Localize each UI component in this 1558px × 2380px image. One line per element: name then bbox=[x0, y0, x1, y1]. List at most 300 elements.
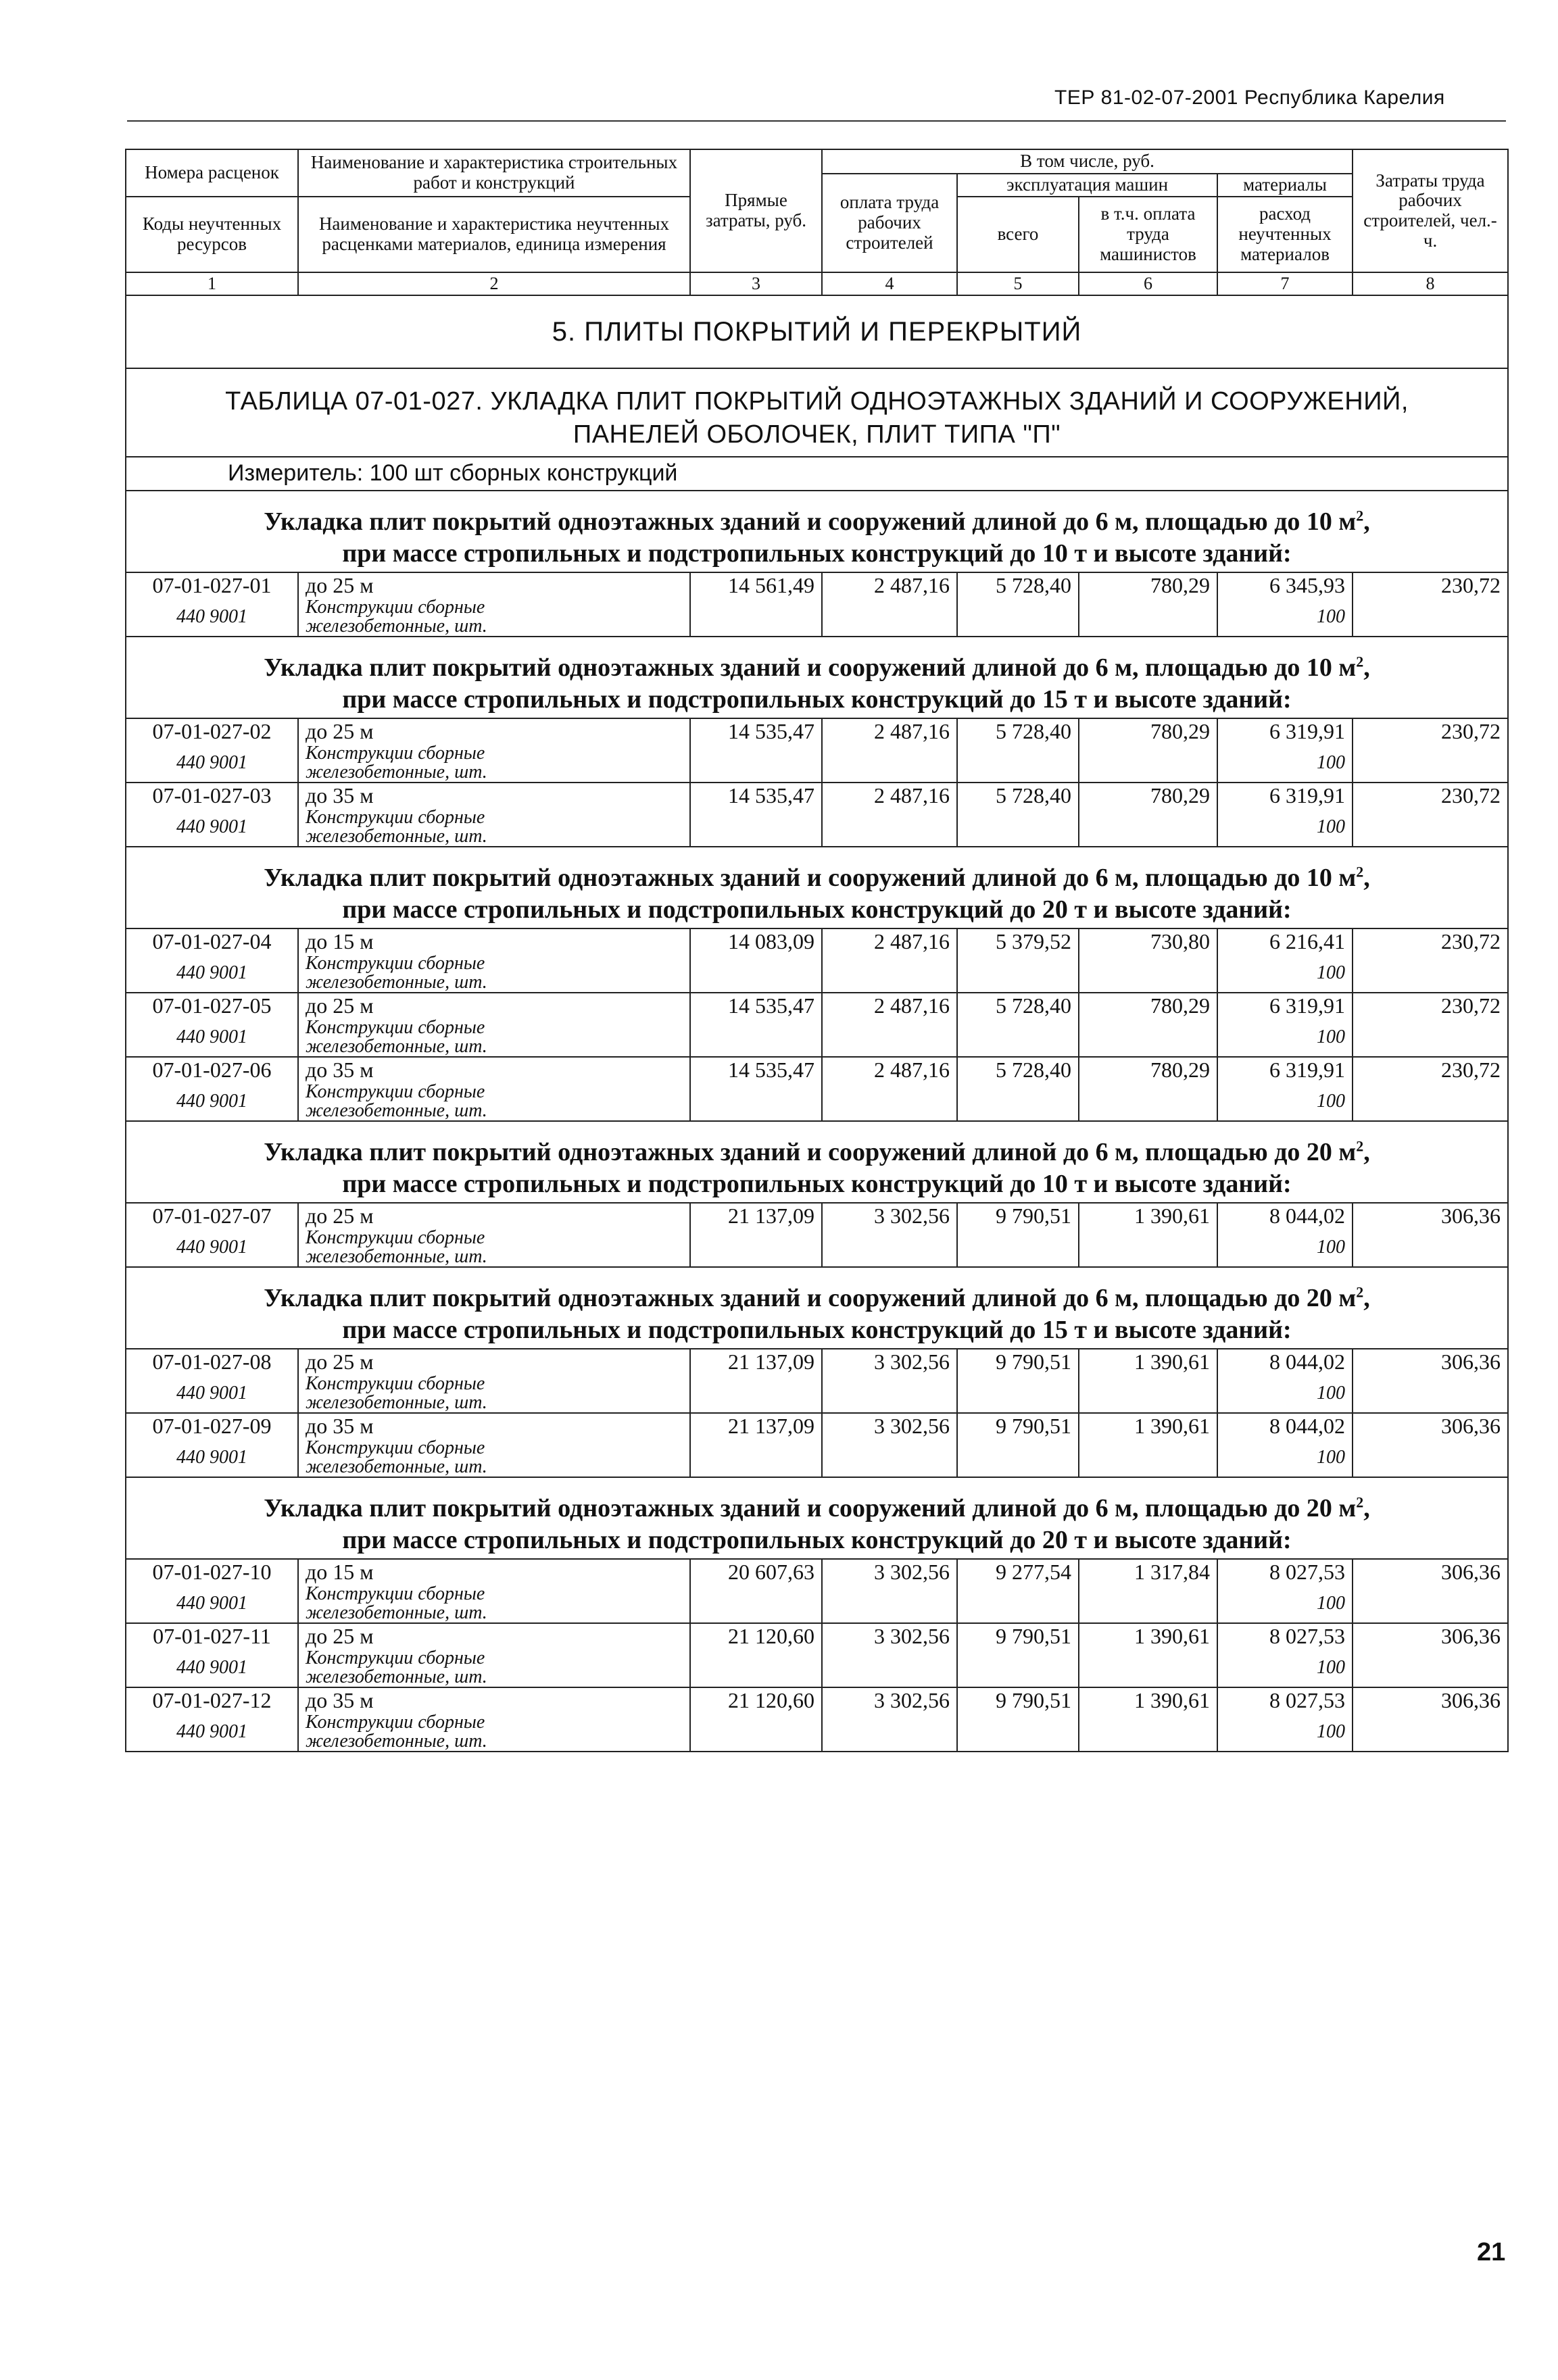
empty-cell bbox=[1353, 1018, 1508, 1057]
group-title-row bbox=[126, 1121, 1508, 1203]
col-number: 7 bbox=[1217, 272, 1353, 295]
labor-pay: 3 302,56 bbox=[822, 1413, 957, 1439]
empty-cell bbox=[822, 1018, 957, 1057]
resource-code: 440 9001 bbox=[126, 1649, 298, 1687]
resource-name bbox=[298, 1018, 690, 1057]
empty-cell bbox=[690, 1018, 822, 1057]
machines-operators: 1 390,61 bbox=[1079, 1203, 1217, 1229]
page-number: 21 bbox=[1477, 2238, 1506, 2266]
group-title bbox=[126, 637, 1508, 718]
labor-pay: 2 487,16 bbox=[822, 928, 957, 954]
resource-name-line2: железобетонные, шт. bbox=[306, 761, 487, 783]
header-materials: материалы bbox=[1217, 174, 1353, 197]
direct-costs: 14 535,47 bbox=[690, 1057, 822, 1083]
rate-row bbox=[126, 1413, 1508, 1439]
machines-total: 5 379,52 bbox=[957, 928, 1079, 954]
rate-code: 07-01-027-07 bbox=[126, 1203, 298, 1229]
resource-qty: 100 bbox=[1217, 598, 1353, 637]
resource-qty: 100 bbox=[1217, 1018, 1353, 1057]
rate-code: 07-01-027-06 bbox=[126, 1057, 298, 1083]
resource-name-line2: железобетонные, шт. bbox=[306, 1245, 487, 1267]
empty-cell bbox=[822, 1585, 957, 1623]
resource-name-line1: Конструкции сборные bbox=[306, 1583, 485, 1604]
labor-hours: 306,36 bbox=[1353, 1623, 1508, 1649]
resource-name bbox=[298, 1585, 690, 1623]
direct-costs: 21 137,09 bbox=[690, 1413, 822, 1439]
group-title-comma: , bbox=[1363, 653, 1370, 682]
resource-code: 440 9001 bbox=[126, 1374, 298, 1413]
machines-total: 5 728,40 bbox=[957, 572, 1079, 598]
resource-name bbox=[298, 1226, 690, 1267]
col-number: 8 bbox=[1353, 272, 1508, 295]
empty-cell bbox=[822, 954, 957, 993]
resource-name-line2: железобетонные, шт. bbox=[306, 615, 487, 637]
resource-name-line2: железобетонные, шт. bbox=[306, 1602, 487, 1623]
empty-cell bbox=[1079, 1585, 1217, 1623]
resource-code: 440 9001 bbox=[126, 1439, 298, 1477]
machines-operators: 1 317,84 bbox=[1079, 1559, 1217, 1585]
group-title-row bbox=[126, 637, 1508, 718]
empty-cell bbox=[690, 1083, 822, 1121]
resource-row bbox=[126, 1018, 1508, 1057]
group-title-line1 bbox=[132, 1493, 1502, 1525]
group-title-comma: , bbox=[1363, 507, 1370, 536]
group-title-comma: , bbox=[1363, 1137, 1370, 1166]
group-title-line2: при массе стропильных и подстропильных конструкций до 10 т и высоте зданий: bbox=[342, 1170, 1292, 1199]
running-header: ТЕР 81-02-07-2001 Республика Карелия bbox=[1054, 86, 1445, 109]
empty-cell bbox=[1079, 1439, 1217, 1477]
empty-cell bbox=[822, 744, 957, 783]
machines-operators: 780,29 bbox=[1079, 572, 1217, 598]
rate-row bbox=[126, 928, 1508, 954]
resource-qty: 100 bbox=[1217, 1374, 1353, 1413]
empty-cell bbox=[957, 1229, 1079, 1267]
group-title-text: Укладка плит покрытий одноэтажных зданий и сооружений длиной до 6 м, площадью до 20 м bbox=[264, 1283, 1357, 1312]
rate-code: 07-01-027-12 bbox=[126, 1687, 298, 1713]
materials: 8 044,02 bbox=[1217, 1203, 1353, 1229]
direct-costs: 21 137,09 bbox=[690, 1203, 822, 1229]
group-title bbox=[126, 1267, 1508, 1349]
empty-cell bbox=[690, 808, 822, 847]
resource-name-line1: Конструкции сборные bbox=[306, 1016, 485, 1038]
resource-name bbox=[298, 1374, 690, 1413]
labor-hours: 306,36 bbox=[1353, 1559, 1508, 1585]
machines-operators: 1 390,61 bbox=[1079, 1349, 1217, 1374]
machines-total: 5 728,40 bbox=[957, 993, 1079, 1018]
empty-cell bbox=[690, 1374, 822, 1413]
group-title-text: Укладка плит покрытий одноэтажных зданий и сооружений длиной до 6 м, площадью до 10 м bbox=[264, 863, 1357, 892]
rate-name: до 25 м bbox=[298, 1203, 690, 1229]
labor-hours: 306,36 bbox=[1353, 1413, 1508, 1439]
table-title-line2: ПАНЕЛЕЙ ОБОЛОЧЕК, ПЛИТ ТИПА "П" bbox=[573, 420, 1061, 449]
machines-total: 5 728,40 bbox=[957, 1057, 1079, 1083]
labor-hours: 230,72 bbox=[1353, 928, 1508, 954]
empty-cell bbox=[1079, 1083, 1217, 1121]
resource-qty: 100 bbox=[1217, 1713, 1353, 1752]
meter: Измеритель: 100 шт сборных конструкций bbox=[126, 457, 1508, 491]
resource-row bbox=[126, 1229, 1508, 1267]
resource-qty: 100 bbox=[1217, 1585, 1353, 1623]
rate-code: 07-01-027-02 bbox=[126, 718, 298, 744]
rate-row bbox=[126, 718, 1508, 744]
empty-cell bbox=[957, 1018, 1079, 1057]
materials: 6 345,93 bbox=[1217, 572, 1353, 598]
direct-costs: 21 120,60 bbox=[690, 1687, 822, 1713]
col-number: 1 bbox=[126, 272, 298, 295]
empty-cell bbox=[822, 1083, 957, 1121]
rate-row bbox=[126, 1687, 1508, 1713]
header-labor-cost: Затраты труда рабочих строителей, чел.-ч. bbox=[1353, 149, 1508, 272]
empty-cell bbox=[690, 1649, 822, 1687]
rate-name: до 25 м bbox=[298, 1623, 690, 1649]
group-title-line1 bbox=[132, 1137, 1502, 1169]
empty-cell bbox=[1353, 954, 1508, 993]
materials: 6 319,91 bbox=[1217, 718, 1353, 744]
resource-code: 440 9001 bbox=[126, 1585, 298, 1623]
resource-name-line1: Конструкции сборные bbox=[306, 742, 485, 764]
resource-name bbox=[298, 1439, 690, 1477]
resource-qty: 100 bbox=[1217, 1439, 1353, 1477]
materials: 8 044,02 bbox=[1217, 1413, 1353, 1439]
rate-name: до 25 м bbox=[298, 993, 690, 1018]
machines-total: 9 790,51 bbox=[957, 1203, 1079, 1229]
group-title-superscript: 2 bbox=[1356, 1283, 1364, 1301]
group-title-line2: при массе стропильных и подстропильных конструкций до 20 т и высоте зданий: bbox=[342, 1526, 1292, 1555]
empty-cell bbox=[1079, 954, 1217, 993]
resource-qty: 100 bbox=[1217, 1083, 1353, 1121]
resource-name-line1: Конструкции сборные bbox=[306, 1437, 485, 1458]
rate-name: до 25 м bbox=[298, 1349, 690, 1374]
materials: 6 319,91 bbox=[1217, 783, 1353, 808]
group-title-superscript: 2 bbox=[1356, 863, 1364, 881]
resource-row bbox=[126, 1713, 1508, 1752]
rate-name: до 25 м bbox=[298, 572, 690, 598]
labor-pay: 3 302,56 bbox=[822, 1687, 957, 1713]
empty-cell bbox=[1353, 1374, 1508, 1413]
machines-total: 5 728,40 bbox=[957, 718, 1079, 744]
resource-code: 440 9001 bbox=[126, 1018, 298, 1057]
empty-cell bbox=[690, 1713, 822, 1752]
labor-pay: 3 302,56 bbox=[822, 1349, 957, 1374]
empty-cell bbox=[957, 1585, 1079, 1623]
rate-name: до 35 м bbox=[298, 783, 690, 808]
labor-hours: 230,72 bbox=[1353, 572, 1508, 598]
empty-cell bbox=[1079, 808, 1217, 847]
empty-cell bbox=[822, 1713, 957, 1752]
rate-row bbox=[126, 1349, 1508, 1374]
group-title-comma: , bbox=[1363, 863, 1370, 892]
resource-code: 440 9001 bbox=[126, 808, 298, 847]
resource-name-line2: железобетонные, шт. bbox=[306, 1035, 487, 1057]
resource-name-line1: Конструкции сборные bbox=[306, 952, 485, 974]
group-title-text: Укладка плит покрытий одноэтажных зданий и сооружений длиной до 6 м, площадью до 20 м bbox=[264, 1493, 1357, 1522]
group-title bbox=[126, 1121, 1508, 1203]
empty-cell bbox=[1079, 598, 1217, 637]
rate-name: до 25 м bbox=[298, 718, 690, 744]
header-direct-costs: Прямые затраты, руб. bbox=[690, 149, 822, 272]
empty-cell bbox=[1353, 1083, 1508, 1121]
group-title bbox=[126, 491, 1508, 572]
machines-operators: 780,29 bbox=[1079, 718, 1217, 744]
column-number-row bbox=[126, 272, 1508, 295]
rate-name: до 15 м bbox=[298, 1559, 690, 1585]
machines-total: 5 728,40 bbox=[957, 783, 1079, 808]
col-number: 3 bbox=[690, 272, 822, 295]
resource-qty: 100 bbox=[1217, 954, 1353, 993]
machines-total: 9 277,54 bbox=[957, 1559, 1079, 1585]
labor-pay: 2 487,16 bbox=[822, 993, 957, 1018]
header-material-name: Наименование и характеристика неучтенных расценками материалов, единица измерения bbox=[298, 197, 690, 272]
labor-hours: 306,36 bbox=[1353, 1349, 1508, 1374]
resource-name-line2: железобетонные, шт. bbox=[306, 1666, 487, 1687]
header-incl: В том числе, руб. bbox=[822, 149, 1353, 174]
empty-cell bbox=[1079, 1229, 1217, 1267]
rate-code: 07-01-027-08 bbox=[126, 1349, 298, 1374]
machines-total: 9 790,51 bbox=[957, 1623, 1079, 1649]
rate-code: 07-01-027-03 bbox=[126, 783, 298, 808]
materials: 8 027,53 bbox=[1217, 1687, 1353, 1713]
header-machines-operators: в т.ч. оплата труда машинистов bbox=[1079, 197, 1217, 272]
direct-costs: 21 120,60 bbox=[690, 1623, 822, 1649]
resource-code: 440 9001 bbox=[126, 1229, 298, 1267]
empty-cell bbox=[957, 954, 1079, 993]
resource-row bbox=[126, 1083, 1508, 1121]
empty-cell bbox=[690, 1229, 822, 1267]
direct-costs: 14 561,49 bbox=[690, 572, 822, 598]
resource-name-line2: железобетонные, шт. bbox=[306, 825, 487, 847]
direct-costs: 21 137,09 bbox=[690, 1349, 822, 1374]
empty-cell bbox=[957, 744, 1079, 783]
table-title bbox=[126, 368, 1508, 457]
empty-cell bbox=[1079, 1374, 1217, 1413]
resource-code: 440 9001 bbox=[126, 598, 298, 637]
labor-hours: 306,36 bbox=[1353, 1687, 1508, 1713]
rate-code: 07-01-027-05 bbox=[126, 993, 298, 1018]
col-number: 4 bbox=[822, 272, 957, 295]
empty-cell bbox=[1353, 1713, 1508, 1752]
direct-costs: 14 083,09 bbox=[690, 928, 822, 954]
empty-cell bbox=[690, 954, 822, 993]
empty-cell bbox=[1079, 1713, 1217, 1752]
empty-cell bbox=[957, 1439, 1079, 1477]
resource-name-line2: железобетонные, шт. bbox=[306, 1391, 487, 1413]
machines-total: 9 790,51 bbox=[957, 1413, 1079, 1439]
resource-code: 440 9001 bbox=[126, 1083, 298, 1121]
machines-operators: 780,29 bbox=[1079, 1057, 1217, 1083]
labor-hours: 230,72 bbox=[1353, 718, 1508, 744]
resource-row bbox=[126, 954, 1508, 993]
resource-code: 440 9001 bbox=[126, 954, 298, 993]
rate-name: до 35 м bbox=[298, 1057, 690, 1083]
resource-name bbox=[298, 1649, 690, 1687]
rates-table-frame bbox=[125, 149, 1507, 1752]
labor-hours: 306,36 bbox=[1353, 1203, 1508, 1229]
empty-cell bbox=[1353, 744, 1508, 783]
direct-costs: 14 535,47 bbox=[690, 718, 822, 744]
machines-operators: 780,29 bbox=[1079, 993, 1217, 1018]
group-title-row bbox=[126, 491, 1508, 572]
resource-name bbox=[298, 744, 690, 783]
empty-cell bbox=[690, 598, 822, 637]
rate-code: 07-01-027-01 bbox=[126, 572, 298, 598]
rate-name: до 35 м bbox=[298, 1687, 690, 1713]
rate-row bbox=[126, 993, 1508, 1018]
header-rule bbox=[127, 120, 1506, 122]
materials: 6 216,41 bbox=[1217, 928, 1353, 954]
resource-name-line1: Конструкции сборные bbox=[306, 596, 485, 618]
group-title-row bbox=[126, 1267, 1508, 1349]
empty-cell bbox=[1353, 808, 1508, 847]
empty-cell bbox=[957, 1374, 1079, 1413]
resource-name-line2: железобетонные, шт. bbox=[306, 971, 487, 993]
machines-operators: 1 390,61 bbox=[1079, 1623, 1217, 1649]
rate-row bbox=[126, 1623, 1508, 1649]
empty-cell bbox=[1079, 1018, 1217, 1057]
rate-row bbox=[126, 1559, 1508, 1585]
group-title-line1 bbox=[132, 862, 1502, 895]
labor-hours: 230,72 bbox=[1353, 783, 1508, 808]
empty-cell bbox=[690, 1439, 822, 1477]
resource-name-line1: Конструкции сборные bbox=[306, 806, 485, 828]
resource-name bbox=[298, 1083, 690, 1121]
rate-name: до 15 м bbox=[298, 928, 690, 954]
rate-name: до 35 м bbox=[298, 1413, 690, 1439]
resource-name-line2: железобетонные, шт. bbox=[306, 1456, 487, 1477]
empty-cell bbox=[822, 1229, 957, 1267]
rate-row bbox=[126, 572, 1508, 598]
rate-row bbox=[126, 783, 1508, 808]
group-title-superscript: 2 bbox=[1356, 653, 1364, 670]
direct-costs: 14 535,47 bbox=[690, 783, 822, 808]
resource-code: 440 9001 bbox=[126, 744, 298, 783]
rates-table bbox=[125, 149, 1509, 1752]
group-title bbox=[126, 1477, 1508, 1559]
materials: 6 319,91 bbox=[1217, 1057, 1353, 1083]
col-number: 5 bbox=[957, 272, 1079, 295]
empty-cell bbox=[1079, 1649, 1217, 1687]
header-materials-unaccounted: расход неучтенных материалов bbox=[1217, 197, 1353, 272]
rate-code: 07-01-027-10 bbox=[126, 1559, 298, 1585]
group-title-line1 bbox=[132, 506, 1502, 539]
empty-cell bbox=[1353, 598, 1508, 637]
empty-cell bbox=[957, 1649, 1079, 1687]
empty-cell bbox=[822, 808, 957, 847]
materials: 6 319,91 bbox=[1217, 993, 1353, 1018]
empty-cell bbox=[822, 1374, 957, 1413]
resource-name-line1: Конструкции сборные bbox=[306, 1226, 485, 1248]
resource-qty: 100 bbox=[1217, 808, 1353, 847]
empty-cell bbox=[1353, 1585, 1508, 1623]
labor-hours: 230,72 bbox=[1353, 993, 1508, 1018]
empty-cell bbox=[957, 808, 1079, 847]
group-title-text: Укладка плит покрытий одноэтажных зданий и сооружений длиной до 6 м, площадью до 10 м bbox=[264, 653, 1357, 682]
group-title-line1 bbox=[132, 1283, 1502, 1315]
empty-cell bbox=[957, 1713, 1079, 1752]
resource-row bbox=[126, 598, 1508, 637]
col-number: 2 bbox=[298, 272, 690, 295]
empty-cell bbox=[957, 598, 1079, 637]
group-title bbox=[126, 847, 1508, 928]
group-title-superscript: 2 bbox=[1356, 1137, 1364, 1155]
labor-pay: 2 487,16 bbox=[822, 1057, 957, 1083]
resource-name bbox=[298, 1713, 690, 1752]
rate-row bbox=[126, 1057, 1508, 1083]
group-title-line2: при массе стропильных и подстропильных конструкций до 15 т и высоте зданий: bbox=[342, 685, 1292, 714]
group-title-text: Укладка плит покрытий одноэтажных зданий и сооружений длиной до 6 м, площадью до 20 м bbox=[264, 1137, 1357, 1166]
resource-row bbox=[126, 744, 1508, 783]
resource-name bbox=[298, 808, 690, 847]
labor-pay: 3 302,56 bbox=[822, 1559, 957, 1585]
empty-cell bbox=[1079, 744, 1217, 783]
resource-name-line1: Конструкции сборные bbox=[306, 1711, 485, 1733]
labor-pay: 3 302,56 bbox=[822, 1203, 957, 1229]
machines-operators: 1 390,61 bbox=[1079, 1687, 1217, 1713]
rate-row bbox=[126, 1203, 1508, 1229]
machines-total: 9 790,51 bbox=[957, 1687, 1079, 1713]
resource-code: 440 9001 bbox=[126, 1713, 298, 1752]
group-title-superscript: 2 bbox=[1356, 507, 1364, 524]
group-title-comma: , bbox=[1363, 1493, 1370, 1522]
resource-row bbox=[126, 1649, 1508, 1687]
empty-cell bbox=[822, 1649, 957, 1687]
group-title-line2: при массе стропильных и подстропильных конструкций до 10 т и высоте зданий: bbox=[342, 539, 1292, 568]
machines-operators: 730,80 bbox=[1079, 928, 1217, 954]
resource-name-line1: Конструкции сборные bbox=[306, 1372, 485, 1394]
resource-row bbox=[126, 808, 1508, 847]
empty-cell bbox=[1353, 1649, 1508, 1687]
machines-operators: 1 390,61 bbox=[1079, 1413, 1217, 1439]
group-title-text: Укладка плит покрытий одноэтажных зданий и сооружений длиной до 6 м, площадью до 10 м bbox=[264, 507, 1357, 536]
empty-cell bbox=[1353, 1439, 1508, 1477]
resource-qty: 100 bbox=[1217, 744, 1353, 783]
labor-pay: 3 302,56 bbox=[822, 1623, 957, 1649]
resource-qty: 100 bbox=[1217, 1649, 1353, 1687]
resource-name-line2: железобетонные, шт. bbox=[306, 1099, 487, 1121]
resource-name bbox=[298, 954, 690, 993]
labor-pay: 2 487,16 bbox=[822, 572, 957, 598]
labor-pay: 2 487,16 bbox=[822, 783, 957, 808]
resource-row bbox=[126, 1585, 1508, 1623]
empty-cell bbox=[1353, 1229, 1508, 1267]
empty-cell bbox=[822, 598, 957, 637]
machines-total: 9 790,51 bbox=[957, 1349, 1079, 1374]
resource-name-line2: железобетонные, шт. bbox=[306, 1730, 487, 1752]
section-title: 5. ПЛИТЫ ПОКРЫТИЙ И ПЕРЕКРЫТИЙ bbox=[126, 295, 1508, 368]
group-title-row bbox=[126, 847, 1508, 928]
col-number: 6 bbox=[1079, 272, 1217, 295]
header-machines-total: всего bbox=[957, 197, 1079, 272]
materials: 8 027,53 bbox=[1217, 1559, 1353, 1585]
header-work-name: Наименование и характеристика строительных работ и конструкций bbox=[298, 149, 690, 197]
labor-pay: 2 487,16 bbox=[822, 718, 957, 744]
group-title-row bbox=[126, 1477, 1508, 1559]
rate-code: 07-01-027-11 bbox=[126, 1623, 298, 1649]
group-title-line2: при массе стропильных и подстропильных конструкций до 15 т и высоте зданий: bbox=[342, 1316, 1292, 1345]
group-title-line2: при массе стропильных и подстропильных конструкций до 20 т и высоте зданий: bbox=[342, 895, 1292, 924]
table-title-line1: ТАБЛИЦА 07-01-027. УКЛАДКА ПЛИТ ПОКРЫТИЙ ОДНОЭТАЖНЫХ ЗДАНИЙ И СООРУЖЕНИЙ, bbox=[225, 387, 1409, 416]
resource-row bbox=[126, 1439, 1508, 1477]
group-title-line1 bbox=[132, 652, 1502, 685]
group-title-comma: , bbox=[1363, 1283, 1370, 1312]
header-labor-pay: оплата труда рабочих строителей bbox=[822, 174, 957, 272]
header-machines: эксплуатация машин bbox=[957, 174, 1217, 197]
rate-code: 07-01-027-09 bbox=[126, 1413, 298, 1439]
machines-operators: 780,29 bbox=[1079, 783, 1217, 808]
rate-code: 07-01-027-04 bbox=[126, 928, 298, 954]
empty-cell bbox=[822, 1439, 957, 1477]
group-title-superscript: 2 bbox=[1356, 1493, 1364, 1511]
resource-name bbox=[298, 598, 690, 637]
